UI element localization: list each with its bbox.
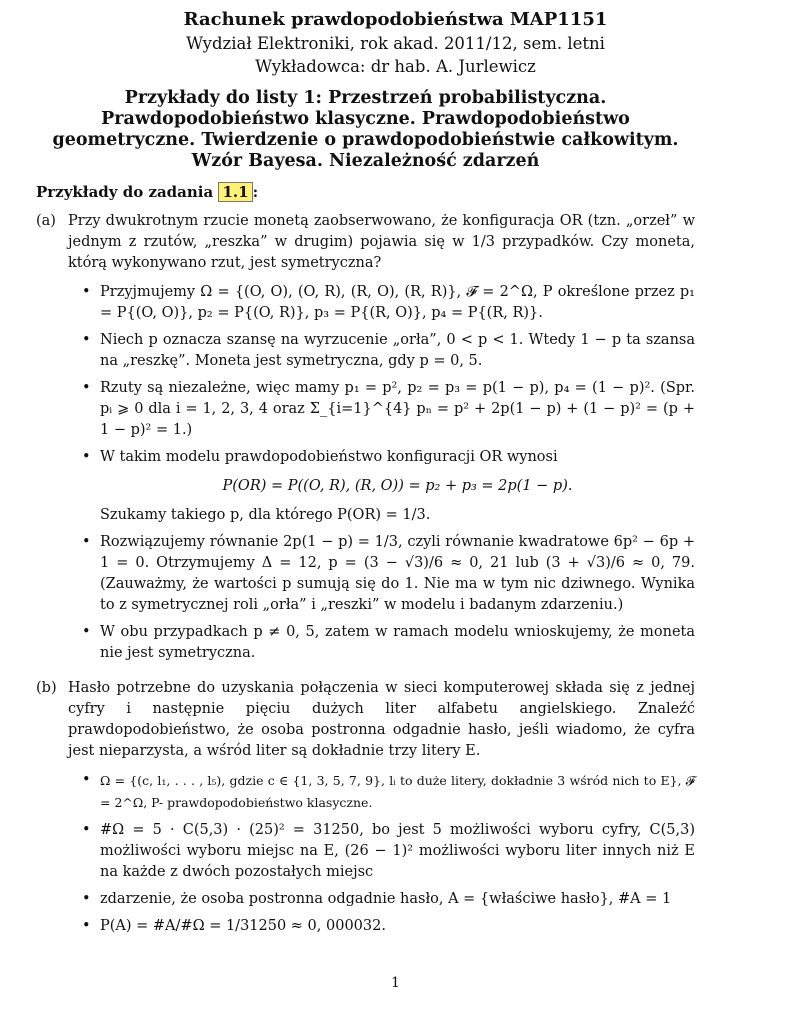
faculty-line: Wydział Elektroniki, rok akad. 2011/12, sem. letni	[186, 34, 605, 53]
example-b-body	[68, 678, 695, 943]
example-b-label: (b)	[36, 680, 57, 696]
list-item: • Niech p oznacza szansę na wyrzucenie „orła”, 0 < p < 1. Wtedy 1 − p ta szansa na „reszkę”. Moneta jest symetryczna, gdy p = 0, 5.	[82, 332, 695, 369]
example-b	[36, 678, 695, 943]
lecturer-line: Wykładowca: dr hab. A. Jurlewicz	[255, 57, 536, 76]
bullet-icon: •	[82, 891, 91, 907]
list-item: • zdarzenie, że osoba postronna odgadnie hasło, A = {właściwe hasło}, #A = 1	[82, 889, 695, 910]
bullet-icon: •	[82, 449, 91, 465]
section-suffix: :	[252, 183, 259, 201]
list-item: • Ω = {(c, l₁, . . . , l₅), gdzie c ∈ {1, 3, 5, 7, 9}, lᵢ to duże litery, dokładnie 3 wśród nich to E}, 𝓕 = 2^Ω, P- prawdopodobieństwo klasyczne.	[82, 772, 695, 810]
bullet-icon: •	[82, 822, 91, 838]
bullet-icon: •	[82, 380, 91, 396]
bullet-icon: •	[82, 534, 91, 550]
list-item: • W obu przypadkach p ≠ 0, 5, zatem w ramach modelu wnioskujemy, że moneta nie jest symetryczna.	[82, 624, 695, 661]
example-a-intro: Przy dwukrotnym rzucie monetą zaobserwowano, że konfiguracja OR (tzn. „orzeł” w jednym z rzutów, „reszka” w drugim) pojawia się w 1/3 przypadków. Czy moneta, którą wykonywano rzut, jest symetryczna?	[68, 213, 695, 271]
course-title: Rachunek prawdopodobieństwa MAP1151	[183, 9, 608, 30]
section-prefix: Przykłady do zadania	[36, 183, 214, 201]
bullet-icon: •	[82, 332, 91, 348]
example-b-bullets	[82, 770, 695, 937]
bullet-icon: •	[82, 624, 91, 640]
list-item: • #Ω = 5 · C(5,3) · (25)² = 31250, bo jest 5 możliwości wyboru cyfry, C(5,3) możliwości wyboru miejsc na E, (26 − 1)² możliwości wyboru liter innych niż E na każde z dwóch pozostałych miejsc	[82, 822, 695, 880]
task-link-badge[interactable]: 1.1	[218, 182, 252, 202]
list-item: • Rzuty są niezależne, więc mamy p₁ = p², p₂ = p₃ = p(1 − p), p₄ = (1 − p)². (Spr. pᵢ ⩾ 0 dla i = 1, 2, 3, 4 oraz Σ_{i=1}^{4} pₙ = p² + 2p(1 − p) + (1 − p)² = (p + 1 − p)² = 1.)	[82, 380, 695, 438]
example-b-intro: Hasło potrzebne do uzyskania połączenia w sieci komputerowej składa się z jednej cyfry i następnie pięciu dużych liter alfabetu angielskiego. Znaleźć prawdopodobieństwo, że osoba postronna odgadnie hasło, jeśli wiadomo, że cyfra jest nieparzysta, a wśród liter są dokładnie trzy litery E.	[68, 680, 695, 759]
list-item: • W takim modelu prawdopodobieństwo konfiguracji OR wynosi P(OR) = P((O, R), (R, O)) = p₂ + p₃ = 2p(1 − p). Szukamy takiego p, dla którego P(OR) = 1/3.	[82, 447, 695, 526]
or-equation: P(OR) = P((O, R), (R, O)) = p₂ + p₃ = 2p(1 − p).	[222, 478, 573, 494]
bullet-icon: •	[82, 772, 91, 788]
example-a-label: (a)	[36, 213, 56, 229]
page-number: 1	[391, 975, 400, 991]
example-a	[36, 211, 695, 670]
list-item: • Rozwiązujemy równanie 2p(1 − p) = 1/3, czyli równanie kwadratowe 6p² − 6p + 1 = 0. Otrzymujemy Δ = 12, p = (3 − √3)/6 ≈ 0, 21 lub (3 + √3)/6 ≈ 0, 79. (Zauważmy, że wartości p sumują się do 1. Nie ma w tym nic dziwnego. Wynika to z symetrycznej roli „orła” i „reszki” w modelu i badanym zdarzeniu.)	[82, 534, 695, 613]
example-a-body	[68, 211, 695, 670]
list-subject: Przykłady do listy 1: Przestrzeń probabilistyczna. Prawdopodobieństwo klasyczne. Prawdopodobieństwo geometryczne. Twierdzenie o prawdopodobieństwie całkowitym. Wzór Bayesa. Niezależność zdarzeń	[52, 88, 679, 171]
bullet-icon: •	[82, 284, 91, 300]
section-heading	[36, 182, 695, 203]
list-item: • Przyjmujemy Ω = {(O, O), (O, R), (R, O), (R, R)}, 𝓕 = 2^Ω, P określone przez p₁ = P{(O, O)}, p₂ = P{(O, R)}, p₃ = P{(R, O)}, p₄ = P{(R, R)}.	[82, 284, 695, 321]
list-item: • P(A) = #A/#Ω = 1/31250 ≈ 0, 000032.	[82, 916, 695, 937]
bullet-icon: •	[82, 918, 91, 934]
example-a-bullets	[82, 282, 695, 664]
or-followup: Szukamy takiego p, dla którego P(OR) = 1/3.	[100, 507, 431, 523]
